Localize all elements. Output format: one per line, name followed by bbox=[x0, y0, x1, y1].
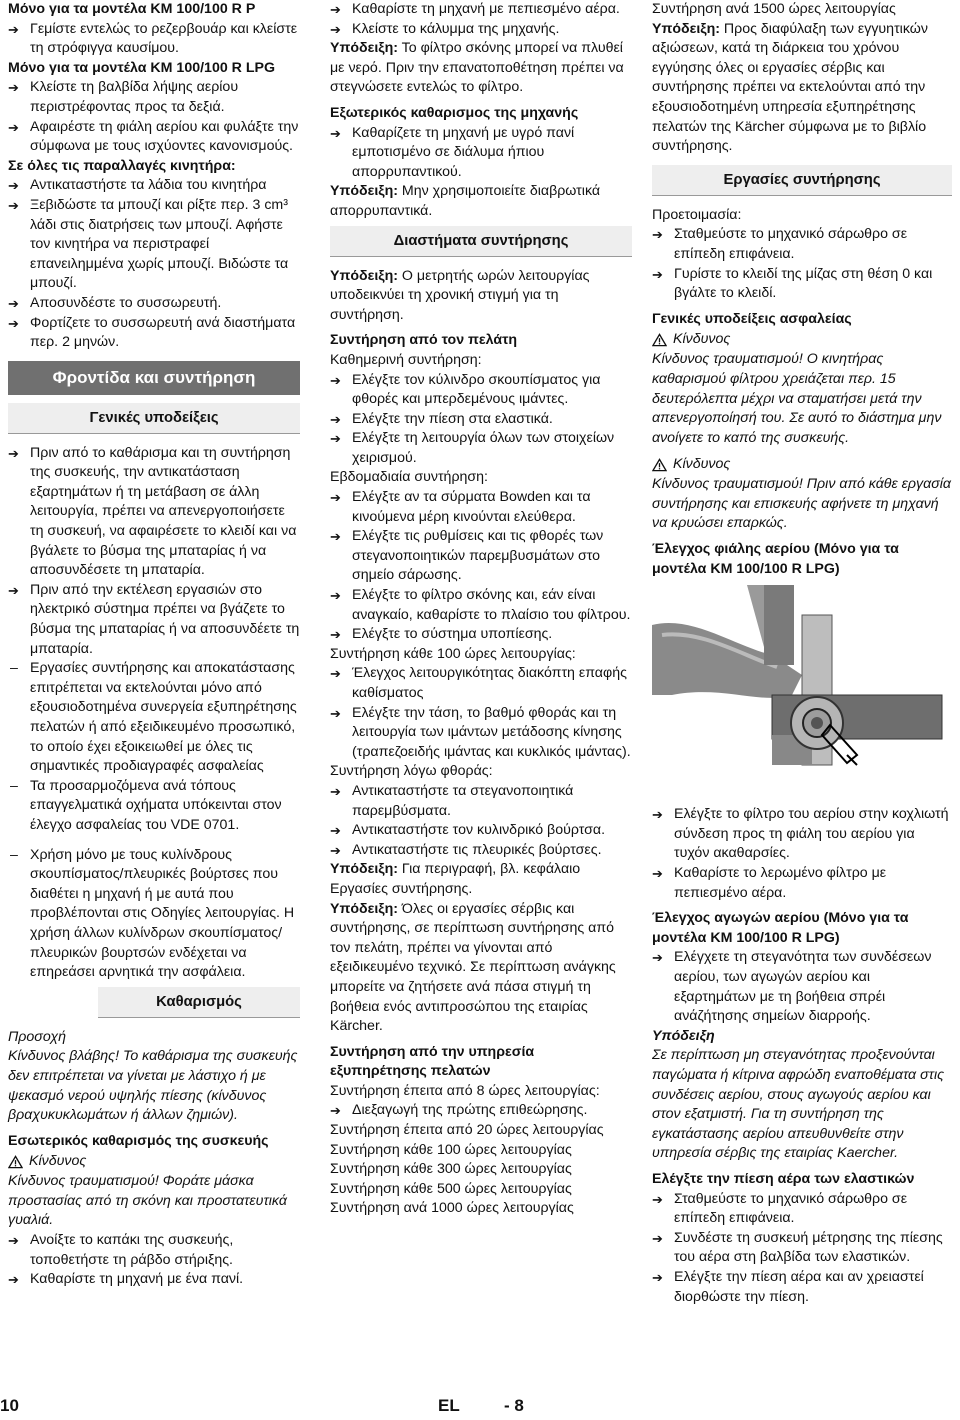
subsection-heading: Γενικές υποδείξεις bbox=[8, 403, 300, 434]
list-item: ➔ Πριν από την εκτέλεση εργασιών στο ηλεκτρικό σύστημα πρέπει να βγάζετε το βύσμα της μπαταρίας ή να αποσυνδέετε τη μπαταρία. bbox=[8, 581, 300, 659]
list-item: ➔ Ελέγξτε την πίεση στα ελαστικά. bbox=[330, 410, 632, 430]
heading-all-engines: Σε όλες τις παραλλαγές κινητήρα: bbox=[8, 157, 236, 174]
list-item: ➔ Ελέγξτε την πίεση αέρα και αν χρειαστεί διορθώστε την πίεση. bbox=[652, 1268, 952, 1307]
list-item: ➔ Καθαρίζετε τη μηχανή με υγρό πανί εμποτισμένο σε διάλυμα ήπιου απορρυπαντικού. bbox=[330, 124, 632, 183]
heading-customer-maintenance: Συντήρηση από τον πελάτη bbox=[330, 332, 518, 349]
heading-service-maintenance: Συντήρηση από την υπηρεσία εξυπηρέτησης πελατών bbox=[330, 1043, 535, 1080]
list-item: ➔ Ελέγξτε την τάση, το βαθμό φθοράς και τη λειτουργία των ιμάντων μετάδοσης κίνησης (τραπεζοειδής ιμάντας και κυκλικός ιμάντας). bbox=[330, 704, 632, 763]
list-item: ➔ Καθαρίστε τη μηχανή με πεπιεσμένο αέρα. bbox=[330, 0, 632, 20]
list-item: ➔ Αποσυνδέστε το συσσωρευτή. bbox=[8, 294, 300, 314]
note: Υπόδειξη: Μην χρησιμοποιείτε διαβρωτικά απορρυπαντικά. bbox=[330, 183, 601, 219]
list-item: ➔ Κλείστε τη βαλβίδα λήψης αερίου περιστρέφοντας προς τα δεξιά. bbox=[8, 78, 300, 117]
note: Υπόδειξη: Προς διαφύλαξη των εγγυητικών αξιώσεων, κατά τη διάρκεια του χρόνου εγγύησης όλες οι εργασίες σέρβις και συντήρησης πρέπει να εκτελούνται από την εξουσιοδοτημένη υπηρεσία εξυπηρέτησης πελατών της Kärcher σύμφωνα με το βιβλίο συντήρησης. bbox=[652, 20, 928, 155]
label-1000h: Συντήρηση ανά 1000 ώρες λειτουργίας bbox=[330, 1200, 574, 1217]
heading-safety: Γενικές υποδείξεις ασφαλείας bbox=[652, 310, 852, 327]
label-weekly: Εβδομαδιαία συντήρηση: bbox=[330, 469, 488, 486]
label-wear: Συντήρηση λόγω φθοράς: bbox=[330, 763, 493, 780]
list-item: ➔ Αντικαταστήστε τα στεγανοποιητικά παρεμβύσματα. bbox=[330, 782, 632, 821]
list-item: ➔ Ανοίξτε το καπάκι της συσκευής, τοποθετήστε τη ράβδο στήριξης. bbox=[8, 1231, 300, 1270]
hint-label: Υπόδειξη bbox=[652, 1027, 715, 1044]
label-8h: Συντήρηση έπειτα από 8 ώρες λειτουργίας: bbox=[330, 1082, 600, 1099]
column-right bbox=[652, 0, 952, 1307]
label-preparation: Προετοιμασία: bbox=[652, 206, 742, 223]
list-item: ➔ Σταθμεύστε το μηχανικό σάρωθρο σε επίπεδη επιφάνεια. bbox=[652, 1190, 952, 1229]
danger-label: Κίνδυνος bbox=[29, 1153, 87, 1170]
list-item: ➔ Ξεβιδώστε τα μπουζί και ρίξτε περ. 3 cm³ λάδι στις διατρήσεις των μπουζί. Αφήστε τον κινητήρα να περιστραφεί επανειλημμένα χωρίς μπουζί. Βιδώστε τα μπουζί. bbox=[8, 196, 300, 294]
label-300h: Συντήρηση κάθε 300 ώρες λειτουργίας bbox=[330, 1161, 572, 1178]
dash-item: – Τα προσαρμοζόμενα ανά τόπους επαγγελματικά οχήματα υπόκεινται στον έλεγχο ασφαλείας του VDE 0701. bbox=[8, 777, 300, 836]
list-item: ➔ Ελέγχετε τη στεγανότητα των συνδέσεων αερίου, των αγωγών αερίου και εξαρτημάτων με τη βοήθεια σπρέι ανάζήτησης σημείων διαρροής. bbox=[652, 948, 952, 1026]
danger-label: Κίνδυνος bbox=[673, 331, 731, 348]
danger-text: Κίνδυνος τραυματισμού! Ο κινητήρας καθαρισμού φίλτρου χρειάζεται περ. 15 δευτερόλεπτα μέχρι να σταματήσει μετά την απενεργοποίησή του. Σε αυτό το διάστημα μην ανοίγετε το καπό της συσκευής. bbox=[652, 351, 942, 446]
heading-exterior-cleaning: Εξωτερικός καθαρισμος της μηχανής bbox=[330, 104, 579, 121]
danger-label: Κίνδυνος bbox=[673, 456, 731, 473]
list-item: ➔ Ελέγξτε το φίλτρο σκόνης και, εάν είναι αναγκαίο, καθαρίστε το πλαίσιο του φίλτρου. bbox=[330, 586, 632, 625]
heading-gas-cylinder: Έλεγχος φιάλης αερίου (Μόνο για τα μοντέλα KM 100/100 R LPG) bbox=[652, 541, 899, 577]
subsection-heading-intervals: Διαστήματα συντήρησης bbox=[330, 226, 632, 257]
list-item: ➔ Καθαρίστε το λερωμένο φίλτρο με πεπιεσμένο αέρα. bbox=[652, 864, 952, 903]
list-item: ➔ Ελέγξτε τις ρυθμίσεις και τις φθορές των στεγανοποιητικών παρεμβυσμάτων στο σημείο σάρωσης. bbox=[330, 527, 632, 586]
label-20h: Συντήρηση έπειτα από 20 ώρες λειτουργίας bbox=[330, 1122, 604, 1139]
note: Υπόδειξη: Για περιγραφή, βλ. κεφάλαιο Εργασίες συντήρησης. bbox=[330, 861, 581, 897]
column-left bbox=[8, 0, 300, 1290]
heading-inner-cleaning: Εσωτερικός καθαρισμός της συσκευής bbox=[8, 1132, 269, 1149]
danger-warning bbox=[8, 1151, 300, 1172]
list-item: ➔ Πριν από το καθάρισμα και τη συντήρηση της συσκευής, την αντικατάσταση εξαρτημάτων ή τη μετάβαση σε άλλη λειτουργία, πρέπει να απενεργοποιήσετε τη συσκευή, να αφαιρέσετε το κλειδί και να βγάλετε το βύσμα της μπαταρίας ή να αποσυνδέσετε τη μπαταρία. bbox=[8, 444, 300, 581]
list-item: ➔ Σταθμεύστε το μηχανικό σάρωθρο σε επίπεδη επιφάνεια. bbox=[652, 225, 952, 264]
list-item: ➔ Αντικαταστήστε τον κυλινδρικό βούρτσα. bbox=[330, 821, 632, 841]
note: Υπόδειξη: Όλες οι εργασίες σέρβις και συντήρησης, σε περίπτωση συντήρησης από τον πελάτη, πρέπει να γίνονται από εξειδικευμένο τεχνικό. Σε περίπτωση ανάγκης μπορείτε να ζητήσετε ανά πάσα στιγμή τη βοήθεια ενός αντιπροσώπου της εταιρίας Kärcher. bbox=[330, 900, 616, 1035]
heading-model-p: Μόνο για τα μοντέλα KM 100/100 R P bbox=[8, 1, 256, 17]
list-item: ➔ Αντικαταστήστε τις πλευρικές βούρτσες. bbox=[330, 841, 632, 861]
caution-text: Κίνδυνος βλάβης! Το καθάρισμα της συσκευής δεν επιτρέπεται να γίνεται με λάστιχο ή με ψεκασμό νερού υψηλής πίεσης (κίνδυνος βραχυκυκλωμάτων ή άλλων ζημιών). bbox=[8, 1048, 298, 1124]
list-item: ➔ Αντικαταστήστε τα λάδια του κινητήρα bbox=[8, 176, 300, 196]
list-item: ➔ Φορτίζετε το συσσωρευτή ανά διαστήματα περ. 2 μηνών. bbox=[8, 314, 300, 353]
subsection-heading-cleaning: Καθαρισμός bbox=[98, 987, 300, 1018]
list-item: ➔ Συνδέστε τη συσκευή μέτρησης της πίεσης του αέρα στη βαλβίδα των ελαστικών. bbox=[652, 1229, 952, 1268]
dash-item: – Εργασίες συντήρησης και αποκατάστασης επιτρέπεται να εκτελούνται μόνο από εξουσιοδοτημένα συνεργεία εξυπηρέτησης πελατών ή από εξειδικευμένο προσωπικό, το οποίο έχει εξοικειωθεί με όλες τις σημαντικές προδιαγραφές ασφαλείας bbox=[8, 659, 300, 777]
section-page: - 8 bbox=[504, 1396, 524, 1415]
list-item: ➔ Καθαρίστε τη μηχανή με ένα πανί. bbox=[8, 1270, 300, 1290]
list-item: ➔ Διεξαγωγή της πρώτης επιθεώρησης. bbox=[330, 1101, 632, 1121]
hint-text: Σε περίπτωση μη στεγανότητας προξενούνται παγώματα ή κίτρινα αφρώδη εναποθέματα στις συνδέσεις αερίου, στους αγωγούς αερίου και στον εξατμιστή. Για τη συντήρηση της εγκατάστασης αερίου απευθυνθείτε στην υπηρεσία σέρβις της εταιρίας Kaercher. bbox=[652, 1047, 944, 1162]
warning-icon bbox=[652, 333, 667, 347]
page-number: 10 bbox=[0, 1396, 19, 1415]
list-item: ➔ Ελέγξτε το σύστημα υποπίεσης. bbox=[330, 625, 632, 645]
heading-model-lpg: Μόνο για τα μοντέλα KM 100/100 R LPG bbox=[8, 59, 276, 76]
list-item: ➔ Ελέγξτε τον κύλινδρο σκουπίσματος για φθορές και μπερδεμένους ιμάντες. bbox=[330, 371, 632, 410]
dash-item: – Χρήση μόνο με τους κυλίνδρους σκουπίσματος/πλευρικές βούρτσες που διαθέτει η μηχανή ή με αυτά που προβλέπονται στις Οδηγίες λειτουργίας. Η χρήση άλλων κυλίνδρων σκουπίσματος/πλευρικών βουρτσών ενδέχεται να επηρεάσει αρνητικά την ασφάλεια. bbox=[8, 846, 300, 983]
note: Υπόδειξη: Το φίλτρο σκόνης μπορεί να πλυθεί με νερό. Πριν την επανατοποθέτηση πρέπει να στεγνώσετε εντελώς το φίλτρο. bbox=[330, 40, 624, 96]
label-1500h: Συντήρηση ανά 1500 ώρες λειτουργίας bbox=[652, 1, 896, 17]
list-item: ➔ Ελέγξτε τη λειτουργία όλων των στοιχείων χειρισμού. bbox=[330, 429, 632, 468]
label-500h: Συντήρηση κάθε 500 ώρες λειτουργίας bbox=[330, 1180, 572, 1197]
heading-tyre-pressure: Ελέγξτε την πίεση αέρα των ελαστικών bbox=[652, 1170, 915, 1187]
heading-gas-lines: Έλεγχος αγωγών αερίου (Μόνο για τα μοντέλα KM 100/100 R LPG) bbox=[652, 910, 909, 946]
danger-warning bbox=[652, 329, 952, 350]
label-100h: Συντήρηση κάθε 100 ώρες λειτουργίας: bbox=[330, 645, 576, 662]
label-100h-svc: Συντήρηση κάθε 100 ώρες λειτουργίας bbox=[330, 1141, 572, 1158]
label-daily: Καθημερινή συντήρηση: bbox=[330, 351, 482, 368]
column-middle bbox=[330, 0, 632, 1219]
list-item: ➔ Έλεγχος λειτουργικότητας διακόπτη επαφής καθίσματος bbox=[330, 664, 632, 703]
subsection-heading-maintenance-work: Εργασίες συντήρησης bbox=[652, 165, 952, 196]
list-item: ➔ Ελέγξτε το φίλτρο του αερίου στην κοχλιωτή σύνδεση προς τη φιάλη του αερίου για τυχόν ακαθαρσίες. bbox=[652, 805, 952, 864]
list-item: ➔ Ελέγξτε αν τα σύρματα Bowden και τα κινούμενα μέρη κινούνται ελεύθερα. bbox=[330, 488, 632, 527]
caution-label: Προσοχή bbox=[8, 1028, 66, 1045]
note: Υπόδειξη: Ο μετρητής ωρών λειτουργίας υποδεικνύει τη χρονική στιγμή για τη συντήρηση. bbox=[330, 267, 590, 323]
danger-text: Κίνδυνος τραυματισμού! Φοράτε μάσκα προστασίας από τη σκόνη και προστατευτικά γυαλιά. bbox=[8, 1173, 287, 1229]
danger-warning bbox=[652, 454, 952, 475]
list-item: ➔ Αφαιρέστε τη φιάλη αερίου και φυλάξτε την σύμφωνα με τους ισχύοντες κανονισμούς. bbox=[8, 118, 300, 157]
gas-filter-photo bbox=[652, 585, 950, 793]
section-banner: Φροντίδα και συντήρηση bbox=[8, 361, 300, 395]
warning-icon bbox=[8, 1155, 23, 1169]
warning-icon bbox=[652, 458, 667, 472]
list-item: ➔ Γυρίστε το κλειδί της μίζας στη θέση 0 και βγάλτε το κλειδί. bbox=[652, 265, 952, 304]
list-item: ➔ Κλείστε το κάλυμμα της μηχανής. bbox=[330, 20, 632, 40]
language-code: EL bbox=[438, 1396, 460, 1415]
danger-text: Κίνδυνος τραυματισμού! Πριν από κάθε εργασία συντήρησης και επισκευής αφήνετε τη μηχανή να κρυώσει επαρκώς. bbox=[652, 476, 952, 532]
list-item: ➔ Γεμίστε εντελώς το ρεζερβουάρ και κλείστε τη στρόφιγγα καυσίμου. bbox=[8, 20, 300, 59]
